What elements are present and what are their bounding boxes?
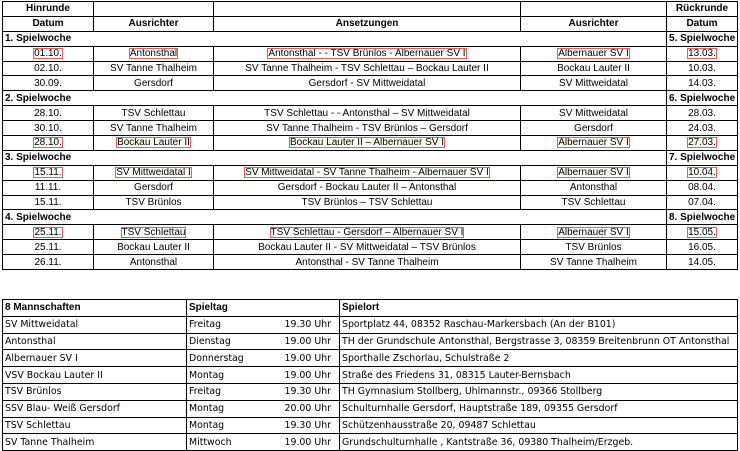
rueckrunde-date: 28.03. bbox=[667, 106, 738, 121]
match-row bbox=[3, 61, 738, 76]
fixture: Gersdorf - SV Mittweidatal bbox=[214, 76, 521, 91]
host-team-text: Antonsthal bbox=[129, 48, 178, 60]
host-team-return: SV Tanne Thalheim bbox=[521, 255, 667, 270]
training-day: Dienstag bbox=[189, 335, 231, 347]
training-day: Freitag bbox=[189, 319, 222, 331]
team-name: TSV Brünlos bbox=[3, 383, 187, 400]
training-day: Freitag bbox=[189, 386, 222, 398]
match-row bbox=[3, 121, 738, 136]
venue: Schulturnhalle Gersdorf, Hauptstraße 189, 09355 Gersdorf bbox=[340, 400, 738, 417]
match-row bbox=[3, 106, 738, 121]
host-team bbox=[94, 165, 214, 180]
week-label: 4. Spielwoche bbox=[3, 210, 667, 225]
rueckrunde-date bbox=[667, 165, 738, 180]
team-name: TSV Schlettau bbox=[3, 417, 187, 434]
team-name: Antonsthal bbox=[3, 333, 187, 350]
fixture: SV Tanne Thalheim - TSV Brünlos – Gersdorf bbox=[214, 121, 521, 136]
fixture: TSV Brünlos – TSV Schlettau bbox=[214, 195, 521, 210]
rueckrunde-date: 14.03. bbox=[667, 76, 738, 91]
ansetzungen-header: Ansetzungen bbox=[214, 16, 521, 31]
host-team: SV Tanne Thalheim bbox=[94, 61, 214, 76]
team-name: SV Tanne Thalheim bbox=[3, 434, 187, 451]
rueckrunde-date-text: 27.03. bbox=[688, 137, 716, 149]
week-label-right: 5. Spielwoche bbox=[667, 31, 738, 46]
team-row bbox=[3, 434, 738, 451]
rueckrunde-date-text: 13.03. bbox=[688, 48, 716, 60]
fixture bbox=[214, 136, 521, 151]
week-header-row bbox=[3, 150, 738, 165]
hinrunde-date bbox=[3, 136, 94, 151]
training-time: 19.00 Uhr bbox=[284, 369, 331, 381]
rueckrunde-date: 14.05. bbox=[667, 255, 738, 270]
rueckrunde-date: 10.03. bbox=[667, 61, 738, 76]
day-time-wrap bbox=[189, 317, 337, 332]
training-time: 19.00 Uhr bbox=[284, 436, 331, 448]
day-time-wrap bbox=[189, 334, 337, 349]
host-team: TSV Brünlos bbox=[94, 195, 214, 210]
host-team: Gersdorf bbox=[94, 76, 214, 91]
host-team: Gersdorf bbox=[94, 180, 214, 195]
teams-table bbox=[2, 299, 738, 451]
team-name: VSV Bockau Lauter II bbox=[3, 367, 187, 384]
hinrunde-date: 30.09. bbox=[3, 76, 94, 91]
teams-body bbox=[3, 300, 738, 451]
match-row bbox=[3, 76, 738, 91]
week-header-row bbox=[3, 31, 738, 46]
week-label: 2. Spielwoche bbox=[3, 91, 667, 106]
match-row bbox=[3, 46, 738, 61]
hinrunde-date: 15.11. bbox=[3, 195, 94, 210]
hinrunde-date bbox=[3, 165, 94, 180]
fixture: Antonsthal - SV Tanne Thalheim bbox=[214, 255, 521, 270]
rueckrunde-header: Rückrunde bbox=[667, 2, 738, 17]
host-team-return: Gersdorf bbox=[521, 121, 667, 136]
host-team: Bockau Lauter II bbox=[94, 240, 214, 255]
training-day-cell bbox=[187, 417, 340, 434]
fixture-text: Bockau Lauter II – Albernauer SV I bbox=[290, 137, 444, 149]
training-day: Donnerstag bbox=[189, 352, 244, 364]
hinrunde-date-text: 25.11. bbox=[34, 226, 62, 238]
host-team-return-text: Albernauer SV I bbox=[558, 167, 629, 179]
hinrunde-date: 25.11. bbox=[3, 240, 94, 255]
team-row bbox=[3, 417, 738, 434]
host-team-return-text: Albernauer SV I bbox=[558, 48, 629, 60]
teams-header-row bbox=[3, 300, 738, 317]
hinrunde-date: 02.10. bbox=[3, 61, 94, 76]
host-team-return: TSV Brünlos bbox=[521, 240, 667, 255]
training-day: Montag bbox=[189, 369, 225, 381]
training-day-cell bbox=[187, 400, 340, 417]
training-day: Mittwoch bbox=[189, 436, 232, 448]
host-team-return: SV Mittweidatal bbox=[521, 106, 667, 121]
rueckrunde-date: 24.03. bbox=[667, 121, 738, 136]
training-time: 19.30 Uhr bbox=[284, 419, 331, 431]
host-team-return: Bockau Lauter II bbox=[521, 61, 667, 76]
host-team: SV Tanne Thalheim bbox=[94, 121, 214, 136]
fixture: Gersdorf - Bockau Lauter II – Antonsthal bbox=[214, 180, 521, 195]
training-time: 19.30 Uhr bbox=[284, 319, 331, 331]
fixture-text: SV Mittweidatal - SV Tanne Thalheim - Albernauer SV I bbox=[245, 167, 489, 179]
hinrunde-date: 26.11. bbox=[3, 255, 94, 270]
rueckrunde-date-text: 10.04. bbox=[688, 167, 716, 179]
training-day-cell bbox=[187, 367, 340, 384]
team-row bbox=[3, 367, 738, 384]
week-header-row bbox=[3, 210, 738, 225]
team-row bbox=[3, 383, 738, 400]
week-header-row bbox=[3, 91, 738, 106]
schedule-body bbox=[3, 2, 738, 270]
rueckrunde-date: 07.04. bbox=[667, 195, 738, 210]
host-team: TSV Schlettau bbox=[94, 106, 214, 121]
match-row bbox=[3, 165, 738, 180]
host-team-text: SV Mittweidatal I bbox=[116, 167, 191, 179]
host-team-return bbox=[521, 165, 667, 180]
venue: TH der Grundschule Antonsthal, Bergstrasse 3, 08359 Breitenbrunn OT Antonsthal bbox=[340, 333, 738, 350]
week-label-right: 7. Spielwoche bbox=[667, 150, 738, 165]
rueckrunde-date bbox=[667, 225, 738, 240]
match-row bbox=[3, 195, 738, 210]
training-day-cell bbox=[187, 383, 340, 400]
host-team-return bbox=[521, 136, 667, 151]
ausrichter2-header: Ausrichter bbox=[521, 16, 667, 31]
training-time: 19.00 Uhr bbox=[284, 352, 331, 364]
schedule-table bbox=[2, 1, 738, 270]
day-time-wrap bbox=[189, 368, 337, 383]
spielort-header: Spielort bbox=[340, 300, 738, 317]
hinrunde-date: 11.11. bbox=[3, 180, 94, 195]
day-time-wrap bbox=[189, 351, 337, 366]
host-team-text: TSV Schlettau bbox=[121, 226, 186, 238]
fixture: Bockau Lauter II - SV Mittweidatal – TSV Brünlos bbox=[214, 240, 521, 255]
training-day-cell bbox=[187, 316, 340, 333]
week-label-right: 6. Spielwoche bbox=[667, 91, 738, 106]
team-row bbox=[3, 316, 738, 333]
host-team-return-text: Albernauer SV I bbox=[558, 226, 629, 238]
fixture bbox=[214, 225, 521, 240]
fixture-text: Antonsthal - - TSV Brünlos - Albernauer SV I bbox=[268, 48, 466, 60]
training-day-cell bbox=[187, 350, 340, 367]
datum-header: Datum bbox=[3, 16, 94, 31]
week-label: 1. Spielwoche bbox=[3, 31, 667, 46]
hinrunde-date-text: 01.10. bbox=[34, 48, 62, 60]
host-team bbox=[94, 225, 214, 240]
header-row-runde bbox=[3, 2, 738, 17]
fixture: SV Tanne Thalheim - TSV Schlettau – Bockau Lauter II bbox=[214, 61, 521, 76]
host-team-return: SV Mittweidatal bbox=[521, 76, 667, 91]
hinrunde-date: 28.10. bbox=[3, 106, 94, 121]
host-team bbox=[94, 136, 214, 151]
training-day: Montag bbox=[189, 419, 225, 431]
match-row bbox=[3, 180, 738, 195]
rueckrunde-date bbox=[667, 136, 738, 151]
match-row bbox=[3, 255, 738, 270]
training-day-cell bbox=[187, 333, 340, 350]
venue: Grundschulturnhalle , Kantstraße 36, 09380 Thalheim/Erzgeb. bbox=[340, 434, 738, 451]
rueckrunde-date-text: 15.05. bbox=[688, 226, 716, 238]
team-row bbox=[3, 400, 738, 417]
day-time-wrap bbox=[189, 435, 337, 450]
fixture bbox=[214, 46, 521, 61]
ausrichter-header: Ausrichter bbox=[94, 16, 214, 31]
hinrunde-header: Hinrunde bbox=[3, 2, 94, 17]
training-day-cell bbox=[187, 434, 340, 451]
rueckrunde-date bbox=[667, 46, 738, 61]
day-time-wrap bbox=[189, 401, 337, 416]
week-label: 3. Spielwoche bbox=[3, 150, 667, 165]
training-time: 19.00 Uhr bbox=[284, 335, 331, 347]
fixture-text: TSV Schlettau - Gersdorf – Albernauer SV I bbox=[270, 226, 464, 238]
week-label-right: 8. Spielwoche bbox=[667, 210, 738, 225]
venue: Sporthalle Zschorlau, Schulstraße 2 bbox=[340, 350, 738, 367]
team-row bbox=[3, 350, 738, 367]
teams-count-header: 8 Mannschaften bbox=[3, 300, 187, 317]
match-row bbox=[3, 240, 738, 255]
venue: Schützenhausstraße 20, 09487 Schlettau bbox=[340, 417, 738, 434]
host-team: Antonsthal bbox=[94, 255, 214, 270]
team-name: Albernauer SV I bbox=[3, 350, 187, 367]
training-time: 20.00 Uhr bbox=[284, 403, 331, 415]
venue: Straße des Friedens 31, 08315 Lauter-Bernsbach bbox=[340, 367, 738, 384]
host-team-return bbox=[521, 46, 667, 61]
team-name: SSV Blau- Weiß Gersdorf bbox=[3, 400, 187, 417]
hinrunde-date bbox=[3, 225, 94, 240]
day-time-wrap bbox=[189, 384, 337, 399]
venue: Sportplatz 44, 08352 Raschau-Markersbach (An der B101) bbox=[340, 316, 738, 333]
rueckrunde-date: 16.05. bbox=[667, 240, 738, 255]
hinrunde-date-text: 15.11. bbox=[34, 167, 62, 179]
host-team-return: Antonsthal bbox=[521, 180, 667, 195]
training-time: 19.30 Uhr bbox=[284, 386, 331, 398]
header-row-columns bbox=[3, 16, 738, 31]
match-row bbox=[3, 225, 738, 240]
hinrunde-date: 30.10. bbox=[3, 121, 94, 136]
spieltag-header: Spieltag bbox=[187, 300, 340, 317]
day-time-wrap bbox=[189, 418, 337, 433]
team-name: SV Mittweidatal bbox=[3, 316, 187, 333]
host-team bbox=[94, 46, 214, 61]
fixture bbox=[214, 165, 521, 180]
datum2-header: Datum bbox=[667, 16, 738, 31]
venue: TH Gymnasium Stollberg, Uhlmannstr., 09366 Stollberg bbox=[340, 383, 738, 400]
rueckrunde-date: 08.04. bbox=[667, 180, 738, 195]
hinrunde-date bbox=[3, 46, 94, 61]
host-team-return-text: Albernauer SV I bbox=[558, 137, 629, 149]
match-row bbox=[3, 136, 738, 151]
hinrunde-date-text: 28.10. bbox=[34, 137, 62, 149]
host-team-text: Bockau Lauter II bbox=[117, 137, 190, 149]
host-team-return: TSV Schlettau bbox=[521, 195, 667, 210]
fixture: TSV Schlettau - - Antonsthal – SV Mittweidatal bbox=[214, 106, 521, 121]
team-row bbox=[3, 333, 738, 350]
training-day: Montag bbox=[189, 403, 225, 415]
host-team-return bbox=[521, 225, 667, 240]
